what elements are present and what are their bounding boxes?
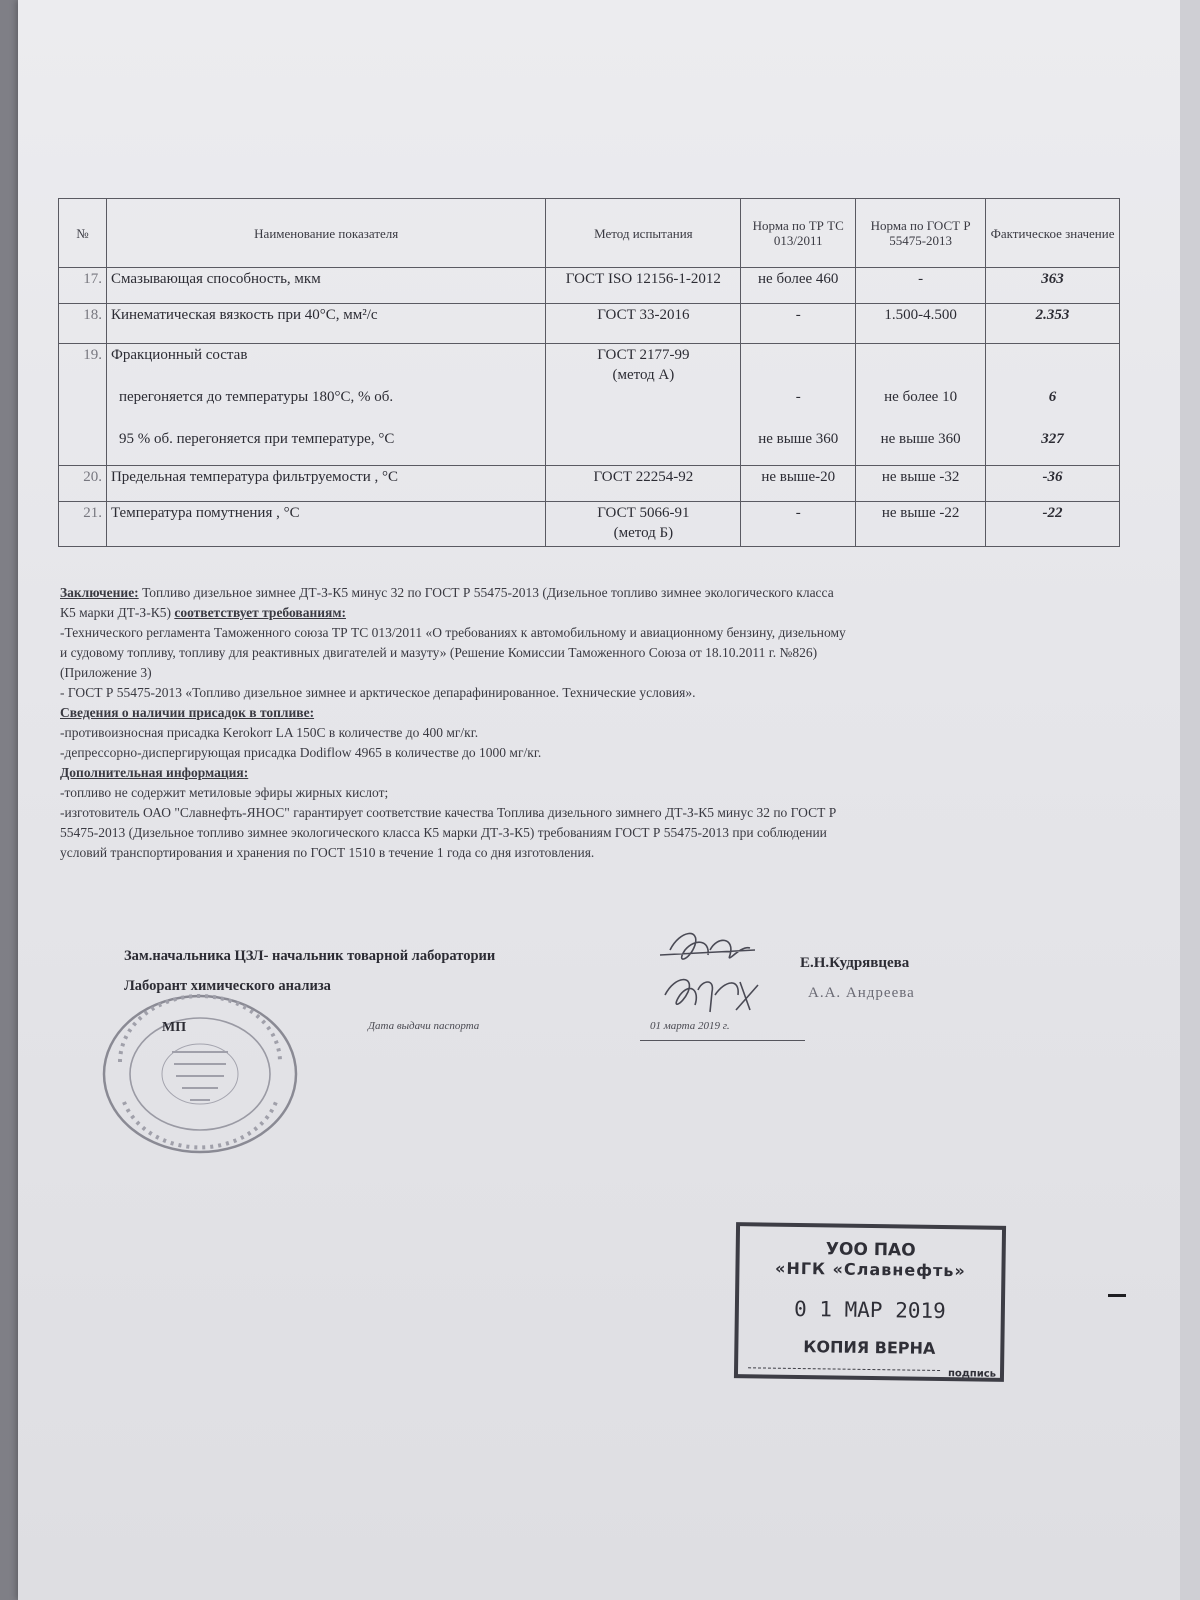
additional-line: условий транспортирования и хранения по ГОСТ 1510 в течение 1 года со дня изготовления. [60,845,595,860]
signatory-role-1: Зам.начальника ЦЗЛ- начальник товарной лаборатории [124,948,496,964]
signatory-role-2: Лаборант химического анализа [124,978,331,994]
additional-info-heading: Дополнительная информация: [60,765,249,780]
stamp-org-line-2: «НГК «Славнефть» [774,1258,966,1281]
subrow-name: 95 % об. перегоняется при температуре, °C [118,431,395,447]
row-name-fractional [106,344,546,466]
table-header-row [59,199,1120,268]
additives-heading: Сведения о наличии присадок в топливе: [60,705,315,720]
row-method: ГОСТ 33-2016 [546,304,741,344]
stamp-sign-line [748,1367,940,1371]
additional-line: 55475-2013 (Дизельное топливо зимнее экологического класса К5 марки ДТ-З-К5) требованиям ГОСТ Р 55475-2013 при соблюдении [60,825,827,840]
conclusion-heading: Заключение: [60,585,139,600]
row-norm-tr: - [741,304,856,344]
row-actual: 2.353 [986,304,1120,344]
stamp-org-line-1: УОО ПАО [825,1239,916,1261]
row-num: 17. [59,268,107,304]
issue-date-underline [640,1040,805,1041]
margin-mark [1108,1294,1126,1297]
conclusion-line: -Технического регламента Таможенного союза ТР ТС 013/2011 «О требованиях к автомобильному и авиационному бензину, дизельному [60,625,846,640]
additive-line: -депрессорно-диспергирующая присадка Dodiflow 4965 в количестве до 1000 мг/кг. [60,745,542,760]
conclusion-line: - ГОСТ Р 55475-2013 «Топливо дизельное зимнее и арктическое депарафинированное. Технические условия». [60,685,696,700]
method-line: (метод Б) [613,525,674,541]
header-num: № [59,199,107,268]
certified-copy-stamp [734,1222,1006,1382]
subrow-name: перегоняется до температуры 180°C, % об. [118,389,394,405]
row-actual [986,344,1120,466]
issue-date-label: Дата выдачи паспорта [368,1020,480,1032]
stamp-sign-label: подпись [947,1368,997,1380]
row-norm-tr: - [741,502,856,547]
table-row [59,502,1120,547]
row-name: Смазывающая способность, мкм [106,268,546,304]
additive-line: -противоизносная присадка Kerokorr LA 150C в количестве до 400 мг/кг. [60,725,479,740]
row-method: ГОСТ 22254-92 [546,466,741,502]
scan-edge [0,0,18,1600]
issue-date: 01 марта 2019 г. [650,1020,730,1032]
subrow-norm-gost: не более 10 [884,389,958,405]
row-actual: -22 [986,502,1120,547]
conclusion-line [60,583,1120,603]
row-norm-tr [741,344,856,466]
table-row [59,466,1120,502]
row-name: Кинематическая вязкость при 40°C, мм²/с [106,304,546,344]
header-name: Наименование показателя [106,199,546,268]
conclusion-text: К5 марки ДТ-З-К5) [60,605,175,620]
round-seal-icon [100,992,300,1156]
method-line: (метод А) [612,367,675,383]
signatory-name-1: Е.Н.Кудрявцева [800,955,910,971]
row-num: 20. [59,466,107,502]
page-spine [1180,0,1200,1600]
subrow-norm-tr: - [795,389,801,405]
signatory-name-2: А.А. Андреева [808,985,915,1001]
seal-place-label: МП [162,1020,187,1035]
subrow-actual: 327 [1041,431,1064,447]
header-method: Метод испытания [546,199,741,268]
conclusion-line [60,603,1120,623]
conclusion-line: (Приложение 3) [60,665,152,680]
row-norm-gost: не выше -32 [856,466,986,502]
method-line: ГОСТ 5066-91 [597,505,690,521]
table-row [59,344,1120,466]
stamp-date: 0 1 МАР 2019 [793,1296,946,1324]
additional-line: -изготовитель ОАО "Славнефть-ЯНОС" гарантирует соответствие качества Топлива дизельного зимнего ДТ-З-К5 минус 32 по ГОСТ Р [60,805,837,820]
additional-line: -топливо не содержит метиловые эфиры жирных кислот; [60,785,389,800]
results-table [58,198,1120,547]
table-row [59,268,1120,304]
subrow-norm-gost: не выше 360 [880,431,961,447]
row-num: 21. [59,502,107,547]
subrow-actual: 6 [1048,389,1057,405]
row-norm-gost [856,344,986,466]
stamp-copy-label: КОПИЯ ВЕРНА [803,1337,936,1358]
row-actual: -36 [986,466,1120,502]
handwritten-signature-icon [640,920,780,1025]
row-norm-tr: не более 460 [741,268,856,304]
compliance-heading: соответствует требованиям: [174,605,347,620]
row-method: ГОСТ ISO 12156-1-2012 [546,268,741,304]
row-num: 18. [59,304,107,344]
row-norm-tr: не выше-20 [741,466,856,502]
row-norm-gost: - [856,268,986,304]
row-name: Фракционный состав [110,347,248,363]
conclusion-section [60,583,1120,863]
row-norm-gost: не выше -22 [856,502,986,547]
header-norm-tr: Норма по ТР ТС 013/2011 [741,199,856,268]
row-method [546,502,741,547]
subrow-norm-tr: не выше 360 [758,431,839,447]
conclusion-text: Топливо дизельное зимнее ДТ-З-К5 минус 32 по ГОСТ Р 55475-2013 (Дизельное топливо зимнее экологического класса [138,585,834,600]
row-name: Температура помутнения , °C [106,502,546,547]
row-actual: 363 [986,268,1120,304]
row-name: Предельная температура фильтруемости , °C [106,466,546,502]
table-row [59,304,1120,344]
row-norm-gost: 1.500-4.500 [856,304,986,344]
header-actual: Фактическое значение [986,199,1120,268]
header-norm-gost: Норма по ГОСТ Р 55475-2013 [856,199,986,268]
row-num: 19. [59,344,107,466]
conclusion-line: и судовому топливу, топливу для реактивных двигателей и мазуту» (Решение Комиссии Таможенного Союза от 18.10.2011 г. №826) [60,645,818,660]
method-line: ГОСТ 2177-99 [597,347,690,363]
row-method [546,344,741,466]
